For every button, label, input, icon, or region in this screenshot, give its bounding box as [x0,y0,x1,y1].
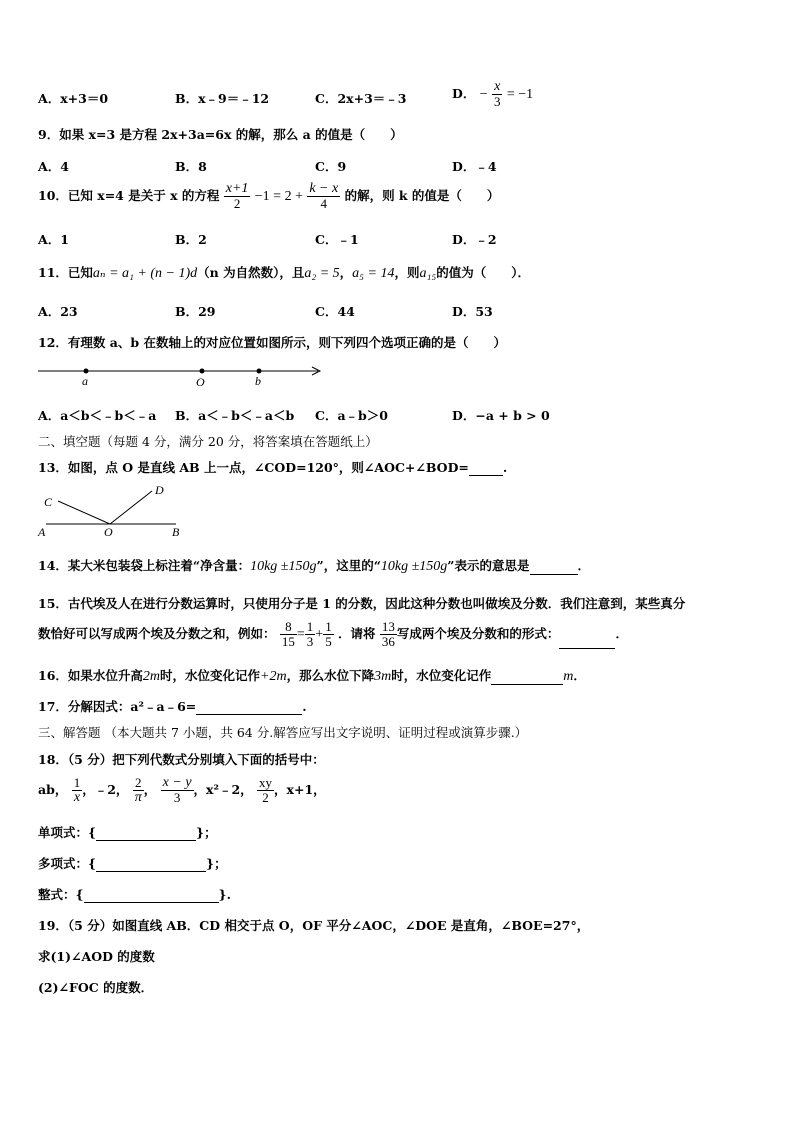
q18-polynomial-blank[interactable] [96,871,206,872]
q8-d-den: 3 [493,94,501,109]
q18-f4-num: xy [259,775,273,790]
q10-stem [38,182,499,211]
q12-stem: 12．有理数 a、b 在数轴上的对应位置如图所示，则下列四个选项正确的是（ ） [38,335,506,350]
q18-term-2: ，﹣2， [82,782,129,797]
q11-pre: 11．已知 [38,265,93,280]
q16-mid2: ，那么水位下降 [286,668,375,683]
q16-answer-blank[interactable] [491,684,563,685]
q18-term-ab: ab， [38,782,68,797]
q16-v3: 3m [374,669,392,684]
q19-stem: 19．（5 分）如图直线 AB．CD 相交于点 O，OF 平分∠AOC，∠DOE 是直角，∠BOE=27°， [38,918,590,933]
q12-option-a: A．a＜b＜﹣b＜﹣a [38,408,157,423]
q19-part-2: (2)∠FOC 的度数． [38,980,154,995]
q11-condition-1: a₂ = 5 [304,266,340,281]
q18-term-4: ，x²﹣2， [193,782,253,797]
q18-monomial-label: 单项式：{ [38,825,97,840]
q16-stem [38,666,586,685]
q18-f3-num: x − y [162,775,192,790]
q18-term-3: ， [143,782,157,797]
q18-f3-den: 3 [173,790,181,805]
q16-unit: m [563,669,574,684]
q16-mid1: 时，水位变化记作 [160,668,261,683]
q10-fraction-1 [224,182,251,211]
q18-stem: 18．（5 分）把下列代数式分别填入下面的括号中： [38,752,325,767]
q16-v1: 2m [142,669,161,684]
q15-example-term-2 [323,620,334,649]
q14-end: ． [577,558,591,573]
q11-mid2: ，则 [394,265,420,280]
q18-monomial-line [38,823,217,841]
q10-option-a: A．1 [38,232,69,247]
q14-pre: 14．某大米包装袋上标注着“净含量： [38,558,251,573]
q8-d-rhs: = −1 [506,87,534,102]
q15-mid: ．请将 [338,626,376,641]
point-b-dot [257,369,262,374]
q10-f1-den: 2 [233,196,241,211]
q11-post: 的值为（ ）． [436,265,531,280]
point-b-label: b [255,374,261,388]
q14-answer-blank[interactable] [530,574,578,575]
q15-t-num: 13 [381,619,395,634]
q15-t-den: 36 [381,634,395,649]
q13-stem [38,458,507,476]
q16-v2: +2m [260,669,287,684]
q8-option-b: B．x﹣9＝﹣12 [175,91,270,106]
ray-od [110,491,152,524]
q18-f2-den: π [134,790,142,805]
q11-stem: 11．已知aₙ = a₁ + (n − 1)d（n 为自然数），且a₂ = 5，a₅ = 14，则a₁₅的值为（ ）． [38,265,531,281]
point-o-dot [200,369,205,374]
label-b: B [172,525,180,539]
q11-mid1: （n 为自然数），且 [197,265,305,280]
label-a: A [38,525,46,539]
ray-oc [58,501,110,524]
q15-e2-num: 1 [325,619,332,634]
q14-stem [38,556,590,575]
q8-d-prefix: D． [452,86,476,101]
q15-e-den: 15 [281,634,295,649]
q15-e1-den: 3 [306,634,314,649]
q15-e1-num: 1 [306,619,314,634]
q11-formula: aₙ = a₁ + (n − 1)d [92,266,198,281]
point-a-label: a [82,374,88,388]
q15-plus: + [315,627,324,642]
q11-condition-2: a₅ = 14 [352,266,395,281]
q18-frac-4 [257,776,274,805]
q15-pre: 数恰好可以写成两个埃及分数之和，例如： [38,626,276,641]
q17-end: . [302,699,307,714]
q19-part-1: 求(1)∠AOD 的度数 [38,949,155,964]
q18-f2-num: 2 [133,776,144,791]
q11-option-d: D．53 [452,304,493,319]
q15-line-1: 15．古代埃及人在进行分数运算时，只使用分子是 1 的分数，因此这种分数也叫做埃及分数．我们注意到，某些真分 [38,596,686,611]
q10-pre: 10．已知 x=4 是关于 x 的方程 [38,188,220,203]
q18-frac-1 [72,776,83,805]
q15-end: ． [615,626,628,641]
q10-mid: −1 = 2 + [254,189,303,204]
q10-option-d: D．﹣2 [452,232,497,247]
q18-integral-line [38,885,231,903]
q10-f2-num: k − x [309,181,339,196]
label-o: O [104,525,113,539]
q17-stem [38,697,307,715]
q9-option-c: C．9 [315,159,347,174]
q11-option-a: A．23 [38,304,78,319]
q13-end: . [502,460,508,475]
q14-post: ”表示的意思是 [447,558,530,573]
q13-stem-text: 13．如图，点 O 是直线 AB 上一点，∠COD=120°，则∠AOC+∠BOD= [38,460,469,475]
number-line-figure [36,360,326,390]
section-3-heading: 三、解答题 （本大题共 7 小题，共 64 分.解答应写出文字说明、证明过程或演算步骤.） [38,725,528,740]
q10-f1-num: x+1 [225,181,249,196]
q18-monomial-blank[interactable] [96,840,196,841]
q18-frac-3 [161,776,194,805]
q18-f1-num: 1 [73,775,81,790]
q12-option-b: B．a＜﹣b＜﹣a＜b [175,408,295,423]
q9-option-b: B．8 [175,159,207,174]
q8-d-sign: − [479,87,488,102]
q18-integral-end: }. [218,887,231,902]
angle-figure [36,482,186,540]
q10-f2-den: 4 [320,196,328,211]
q10-fraction-2 [307,182,340,211]
q18-integral-label: 整式：{ [38,887,84,902]
q18-expressions [38,776,326,805]
q18-monomial-end: }； [196,825,217,840]
q18-frac-2 [133,776,144,805]
q16-end: ． [573,668,586,683]
q15-example-fraction [280,620,297,649]
label-c: C [44,495,53,509]
q11-option-b: B．29 [175,304,216,319]
q12-option-d [452,406,550,424]
q14-mass-1: 10kg ±150g [250,559,317,574]
section-2-heading: 二、填空题（每题 4 分，满分 20 分，将答案填在答题纸上） [38,434,378,449]
q9-stem: 9．如果 x=3 是方程 2x+3a=6x 的解，那么 a 的值是（ ） [38,127,403,142]
q15-e-num: 8 [280,620,297,635]
q16-mid3: 时，水位变化记作 [391,668,492,683]
q8-option-a: A．x+3＝0 [38,91,109,106]
q18-polynomial-line [38,854,227,872]
q10-option-b: B．2 [175,232,207,247]
q15-answer-blank[interactable] [559,648,615,649]
q11-option-c: C．44 [315,304,355,319]
q14-mass-2: 10kg ±150g [380,559,448,574]
q10-option-c: C．﹣1 [315,232,359,247]
label-d: D [155,483,164,497]
q18-f1-den: x [73,790,81,805]
q15-e2-den: 5 [325,634,332,649]
q18-integral-blank[interactable] [84,902,219,903]
q15-post: 写成两个埃及分数和的形式： [396,626,560,641]
q15-target-fraction [380,620,397,649]
q17-answer-blank[interactable] [196,714,302,715]
q12-d-text: D．−a + b > 0 [452,408,550,423]
q8-d-num: x [492,80,503,95]
q14-mid: ”，这里的“ [316,558,381,573]
q18-polynomial-label: 多项式：{ [38,856,97,871]
q15-line-2 [38,620,628,649]
q10-post: 的解，则 k 的值是（ ） [344,188,500,203]
point-a-dot [84,369,89,374]
q13-answer-blank[interactable] [469,475,503,476]
q16-pre: 16．如果水位升高 [38,668,143,683]
q18-f4-den: 2 [262,790,269,805]
point-o-label: O [196,375,205,389]
q12-option-c: C．a﹣b＞0 [315,408,388,423]
q8-option-c: C．2x+3＝﹣3 [315,91,407,106]
q15-eq: = [296,627,305,642]
q18-polynomial-end: }； [206,856,227,871]
q9-option-a: A．4 [38,159,69,174]
q15-example-term-1 [305,620,316,649]
q11-target: a₁₅ [419,266,437,281]
q9-option-d: D．﹣4 [452,159,497,174]
q18-term-5: ，x+1， [274,782,326,797]
q17-stem-text: 17．分解因式：a²﹣a﹣6= [38,699,197,714]
q8-d-fraction [492,80,503,109]
q8-option-d [452,80,533,109]
